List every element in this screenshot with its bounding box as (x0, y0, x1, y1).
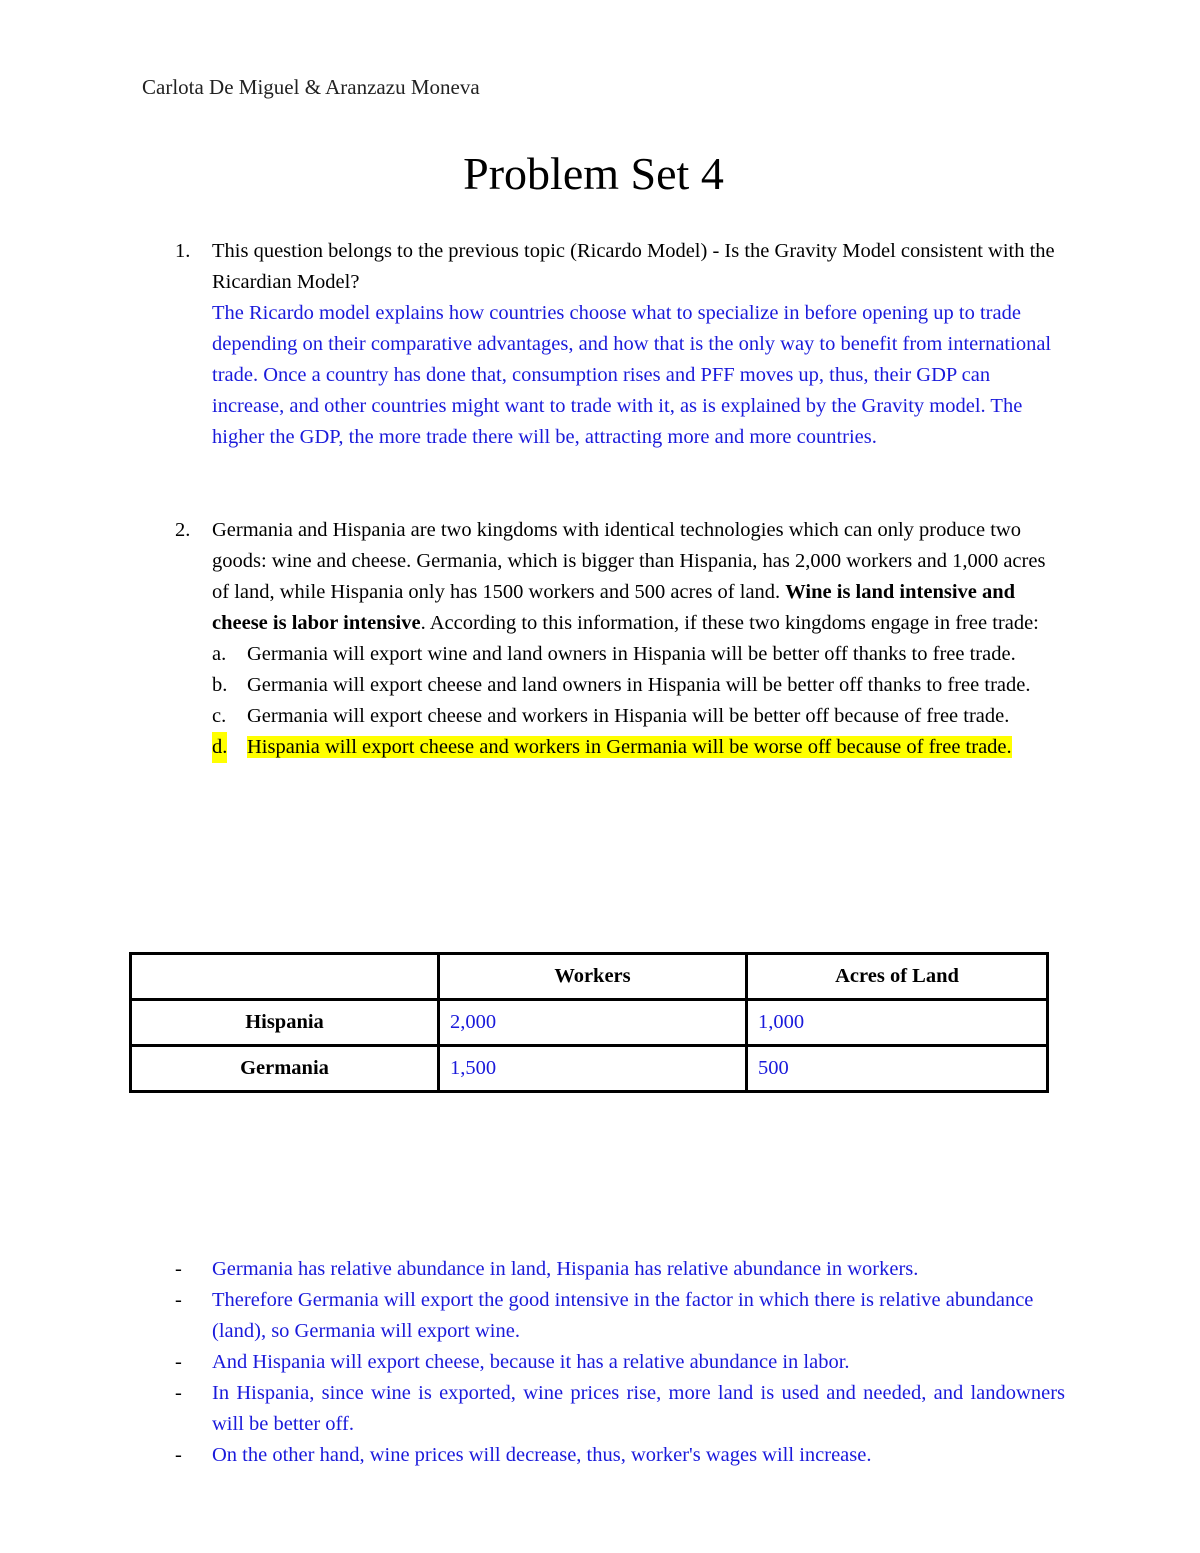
bullet-dash: - (175, 1258, 182, 1280)
table-row (131, 1000, 1048, 1046)
table-header-row (131, 954, 1048, 1000)
option-d-highlighted (212, 732, 1065, 763)
bullet-text: In Hispania, since wine is exported, wine prices rise, more land is used and needed, and landowners will be better off. (212, 1382, 1065, 1435)
question-2 (175, 515, 1065, 763)
table-row-label: Hispania (131, 1000, 439, 1046)
list-item (175, 1378, 1065, 1440)
option-b-letter: b. (212, 674, 228, 696)
question-2-number: 2. (175, 519, 191, 541)
table-cell-land: 1,000 (747, 1000, 1048, 1046)
bullet-text: Therefore Germania will export the good intensive in the factor in which there is relative abundance (land), so Germania will export wine. (212, 1289, 1034, 1342)
table-cell-land: 500 (747, 1046, 1048, 1092)
table-header-workers: Workers (439, 954, 747, 1000)
option-d-text: Hispania will export cheese and workers in Germania will be worse off because of free trade. (247, 736, 1012, 758)
option-c-text: Germania will export cheese and workers in Hispania will be better off because of free trade. (247, 705, 1010, 727)
bullet-dash: - (175, 1289, 182, 1311)
table-cell-workers: 2,000 (439, 1000, 747, 1046)
bullet-text: Germania has relative abundance in land, Hispania has relative abundance in workers. (212, 1258, 919, 1280)
question-2-text (212, 515, 1065, 639)
list-item (175, 1347, 1065, 1378)
question-1-answer: The Ricardo model explains how countries choose what to specialize in before opening up to trade depending on their comparative advantages, and how that is the only way to benefit from international trade. Once a country has done that, consumption rises and PFF moves up, thus, their GDP can increase, and other countries might want to trade with it, as is explained by the Gravity model. The higher the GDP, the more trade there will be, attracting more and more countries. (212, 302, 1052, 448)
question-2-text-intro: Germania and Hispania are two kingdoms with identical technologies which can only produce two goods: wine and cheese. Germania, which is bigger than Hispania, has 2,000 workers and 1,000 acres of land, while Hispania only has 1500 workers and 500 acres of land. (212, 519, 1046, 603)
table-row-label: Germania (131, 1046, 439, 1092)
factor-endowment-table (129, 952, 1049, 1093)
bullet-dash: - (175, 1351, 182, 1373)
question-2-bold-statement: Wine is land intensive and cheese is labor intensive (212, 581, 1016, 634)
question-1-text: This question belongs to the previous topic (Ricardo Model) - Is the Gravity Model consistent with the Ricardian Model? (212, 240, 1055, 293)
option-a-letter: a. (212, 643, 227, 665)
option-b-text: Germania will export cheese and land owners in Hispania will be better off thanks to free trade. (247, 674, 1031, 696)
question-1-number: 1. (175, 240, 191, 262)
table-header-empty (131, 954, 439, 1000)
bullet-text: And Hispania will export cheese, because it has a relative abundance in labor. (212, 1351, 850, 1373)
list-item (175, 1440, 1065, 1471)
option-a (212, 639, 1065, 670)
question-2-text-outro: . According to this information, if these two kingdoms engage in free trade: (420, 612, 1039, 634)
list-item (175, 1254, 1065, 1285)
option-b (212, 670, 1065, 701)
table-row (131, 1046, 1048, 1092)
table-cell-workers: 1,500 (439, 1046, 747, 1092)
answer-bullets (175, 1254, 1065, 1471)
question-1 (175, 236, 1065, 453)
authors-header: Carlota De Miguel & Aranzazu Moneva (142, 75, 480, 99)
bullet-dash: - (175, 1444, 182, 1466)
page-title: Problem Set 4 (463, 148, 724, 199)
option-a-text: Germania will export wine and land owners in Hispania will be better off thanks to free trade. (247, 643, 1016, 665)
table-header-land: Acres of Land (747, 954, 1048, 1000)
list-item (175, 1285, 1065, 1347)
option-c-letter: c. (212, 705, 227, 727)
option-d-letter: d. (212, 732, 227, 763)
bullet-text: On the other hand, wine prices will decrease, thus, worker's wages will increase. (212, 1444, 872, 1466)
bullet-dash: - (175, 1382, 182, 1404)
option-c (212, 701, 1065, 732)
